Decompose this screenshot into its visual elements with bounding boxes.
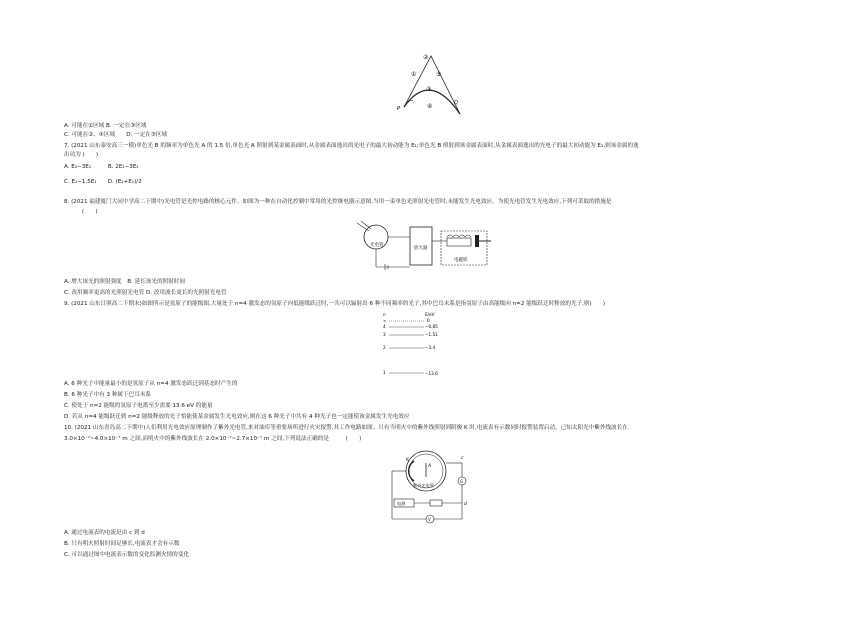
question-7: 7. (2021 山东泰安高三一模)单色光 B 的频率为单色光 A 的 1.5 倍,单色光 A 照射到某金属表面时,从金属表面逸出的光电子的最大初动能为 E₁;单色光 B 照射到该金属表面时,从金属表面逸出的光电子的最大初动能为 E₂,则该金属的逸	[64, 143, 639, 149]
relay-label-phototube: 光电管	[370, 243, 384, 248]
fig1-label-2: ②	[423, 54, 429, 61]
uv-label-d: d	[464, 502, 467, 507]
question-7-cont: 出功为 ( )	[64, 152, 99, 158]
level-inf-e: 0	[427, 318, 430, 323]
level-3-n: 3	[383, 332, 386, 337]
option-q7-cd: C. E₂−1.5E₁ D. (E₂+E₁)/2	[64, 179, 142, 185]
fig1-label-4: ④	[427, 103, 433, 110]
level-2-e: −3.4	[425, 345, 436, 350]
level-1	[383, 370, 438, 376]
option-q8-cd: C. 改用频率更高的光照射光电管 D. 改用波长更长的光照射光电管	[64, 290, 227, 296]
level-1-e: −13.6	[425, 371, 438, 376]
figure-uv-circuit	[382, 449, 480, 527]
uv-label-power: 电源	[397, 501, 406, 506]
level-4	[383, 324, 438, 329]
uv-label-g: G	[460, 479, 464, 484]
option-q9-a: A. 6 种光子中能量最小的是氢原子从 n=4 激发态跃迁到基态时产生的	[64, 381, 238, 387]
question-10: 10. (2021 山东青岛高二下期中)人们利用光电效应原理制作了紫外光电管,来对油库等重要场所进行火灾报警,其工作电路如图。只有当明火中的紫外线照射到阴极 K 时,电流表有示数同时报警装置启动。已知太阳光中紫外线波长在	[64, 425, 628, 431]
levels-header-e: E/eV	[425, 312, 435, 317]
fig1-label-3: ③	[426, 86, 432, 93]
option-q6-cd: C. 可能在②、④区域 D. 一定在⑤区域	[64, 132, 168, 138]
option-q9-c: C. 使处于 n=2 能级的氢原子电离至少需要 13.6 eV 的能量	[64, 403, 213, 409]
option-q9-d: D. 若从 n=4 能级跃迁到 n=2 能级释放的光子恰能使某金属发生光电效应,则在这 6 种光子中共有 4 种光子也一定能使该金属发生光电效应	[64, 414, 410, 420]
level-3-e: −1.51	[425, 332, 438, 337]
option-q7-ab: A. E₂−3E₁ B. 2E₁−3E₂	[64, 164, 139, 170]
relay-label-amplifier: 放大器	[414, 246, 428, 251]
option-q10-a: A. 通过电流表的电流是由 c 到 d	[64, 530, 145, 536]
level-2-n: 2	[383, 345, 386, 350]
level-1-n: 1	[383, 370, 386, 375]
relay-label-electromagnet: 电磁铁	[454, 258, 468, 263]
figure-photo-relay	[355, 221, 497, 273]
question-10-cont: 3.0×10⁻⁷~4.0×10⁻⁷ m 之间,而明火中的紫外线波长在 2.0×10⁻⁷~2.7×10⁻⁷ m 之间,下列说法正确的是 ( )	[64, 436, 362, 442]
uv-label-c: c	[461, 456, 464, 461]
option-q10-b: B. 只有明火照射时间足够长,电流表才会有示数	[64, 541, 180, 547]
option-q6-ab: A. 可能在①区域 B. 一定在③区域	[64, 123, 147, 129]
option-q9-b: B. 6 种光子中有 3 种属于巴耳末系	[64, 392, 151, 398]
question-9: 9. (2021 山东日照高二下期末)如图所示是氢原子的能级图,大量处于 n=4 激发态的氢原子向低能级跃迁时,一共可以辐射出 6 种不同频率的光子,其中巴耳末系是指氢原子由高能级向 n=2 能级跃迁时释放的光子,则( )	[64, 301, 606, 307]
uv-label-a: A	[428, 464, 432, 469]
option-q8-ab: A. 增大该光的照射强度 B. 延长该光的照射时间	[64, 279, 185, 285]
uv-label-v: V	[428, 517, 431, 522]
option-q10-c: C. 可以通过图中电流表示数的变化监测火情的变化	[64, 552, 189, 558]
fig1-label-p: P	[397, 106, 401, 112]
fig1-label-5: ⑤	[436, 71, 442, 78]
question-8-bracket: ( )	[82, 209, 98, 215]
figure-light-regions	[390, 50, 470, 122]
levels-header-n: n	[383, 312, 386, 317]
question-8: 8. (2021 福建厦门大同中学高二下期中)光电管是光控电路的核心元件。如图为一种在自动化控制中常用的光控继电器示意图,当用一束单色光照射光电管时,未能发生光电效应。为使光电管发生光电效应,下列可采取的措施是	[64, 199, 612, 205]
uv-label-tube: 紫外光电管	[413, 483, 434, 488]
level-inf-n: ∞	[383, 318, 387, 323]
level-4-n: 4	[383, 324, 386, 329]
fig1-label-q: Q	[454, 100, 458, 106]
figure-energy-levels	[380, 312, 480, 380]
uv-label-k: K	[406, 458, 409, 463]
level-4-e: −0.85	[425, 324, 438, 329]
level-2	[383, 345, 436, 350]
level-inf	[383, 318, 430, 323]
fig1-label-1: ①	[411, 71, 417, 78]
level-3	[383, 332, 438, 337]
